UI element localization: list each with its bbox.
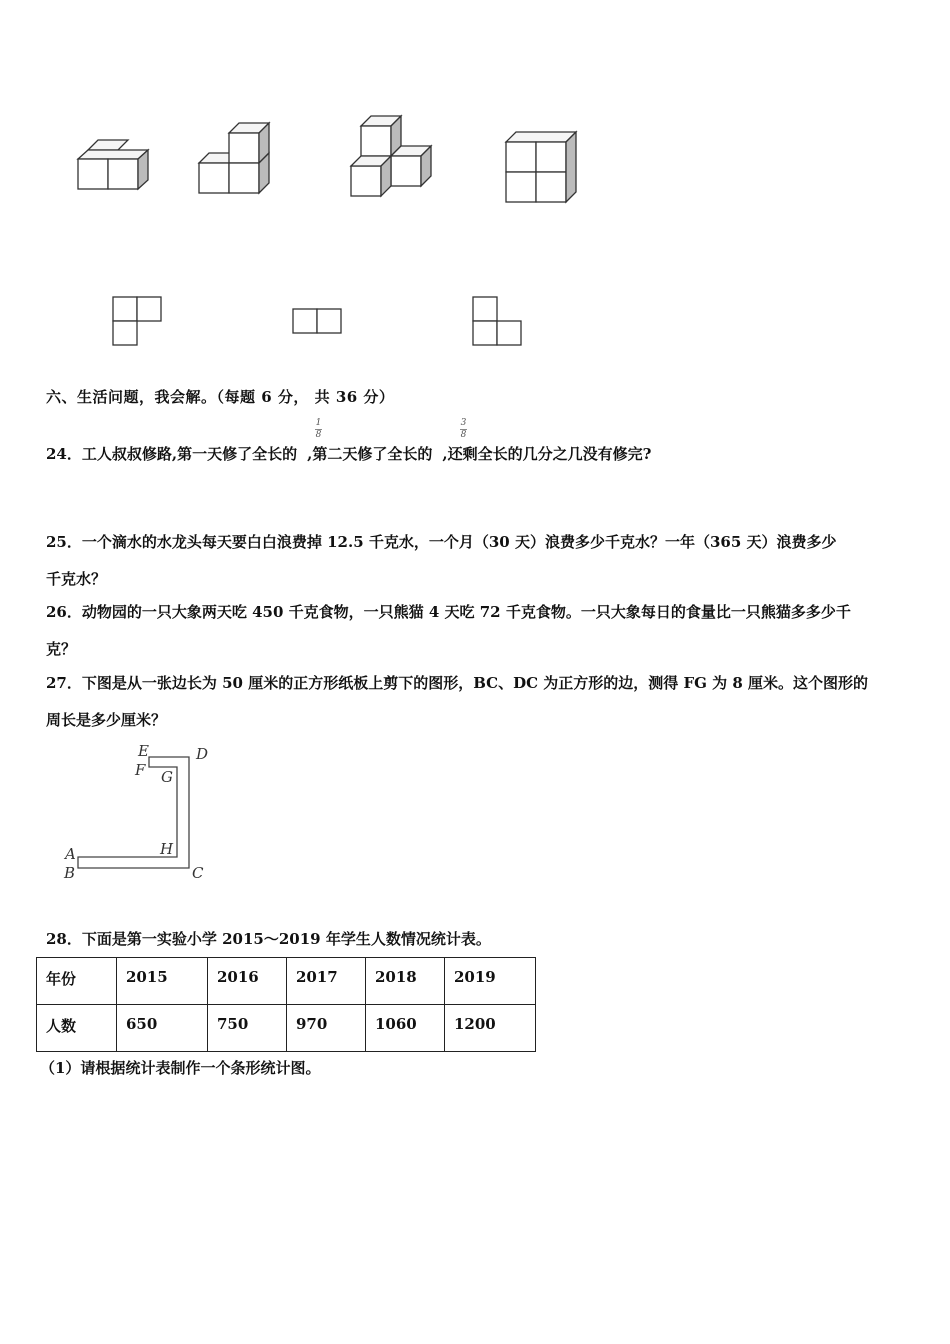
table-cell: 2016 (208, 958, 287, 1005)
question-26-line-2: 克？ (46, 640, 77, 658)
fraction-3-8: 3 8 (460, 418, 467, 440)
table-cell: 970 (287, 1005, 366, 1052)
question-28-sub-1: （1）请根据统计表制作一个条形统计图。 (40, 1059, 321, 1077)
q24-text-1: 24．工人叔叔修路,第一天修了全长的 (46, 445, 298, 463)
view-shape-2 (293, 309, 341, 333)
cube-figure-1 (78, 140, 148, 189)
label-F: F (135, 761, 146, 779)
question-26-line-1: 26．动物园的一只大象两天吃 450 千克食物，一只熊猫 4 天吃 72 千克食物。一只大象每日的食量比一只熊猫多多少千 (46, 603, 851, 621)
cube-figure-3 (351, 116, 431, 196)
question-28-line-1: 28．下面是第一实验小学 2015～2019 年学生人数情况统计表。 (46, 930, 491, 948)
table-row (37, 1005, 536, 1052)
student-count-table (36, 957, 536, 1052)
table-cell: 1200 (445, 1005, 536, 1052)
label-D: D (196, 745, 209, 763)
table-header-row (37, 958, 536, 1005)
q24-text-3: ,还剩全长的几分之几没有修完? (442, 445, 652, 463)
section-title: 六、生活问题，我会解。（每题 6 分， 共 36 分） (46, 388, 395, 406)
cube-figure-4 (506, 132, 576, 202)
label-A: A (65, 845, 76, 863)
question-27-line-2: 周长是多少厘米？ (46, 711, 167, 729)
question-27-line-1: 27．下图是从一张边长为 50 厘米的正方形纸板上剪下的图形，BC、DC 为正方形的边，测得 FG 为 8 厘米。这个图形的 (46, 674, 869, 692)
table-cell: 750 (208, 1005, 287, 1052)
cube-figures (0, 100, 650, 360)
label-E: E (138, 742, 149, 760)
table-cell: 1060 (366, 1005, 445, 1052)
question-25-line-2: 千克水？ (46, 570, 107, 588)
label-C: C (192, 864, 204, 882)
table-cell: 2015 (117, 958, 208, 1005)
question-25-line-1: 25．一个滴水的水龙头每天要白白浪费掉 12.5 千克水，一个月（30 天）浪费多少千克水？一年（365 天）浪费多少 (46, 533, 837, 551)
table-cell: 年份 (37, 958, 117, 1005)
cube-figure-2 (199, 123, 269, 193)
view-shape-3 (473, 297, 521, 345)
table-cell: 2018 (366, 958, 445, 1005)
label-H: H (160, 840, 174, 858)
view-shape-1 (113, 297, 161, 345)
table-cell: 2017 (287, 958, 366, 1005)
table-cell: 650 (117, 1005, 208, 1052)
q24-text-2: ,第二天修了全长的 (307, 445, 433, 463)
fraction-1-8: 1 8 (315, 418, 322, 440)
label-B: B (64, 864, 76, 882)
table-cell: 2019 (445, 958, 536, 1005)
label-G: G (161, 768, 173, 786)
question-24 (46, 443, 651, 464)
table-cell: 人数 (37, 1005, 117, 1052)
